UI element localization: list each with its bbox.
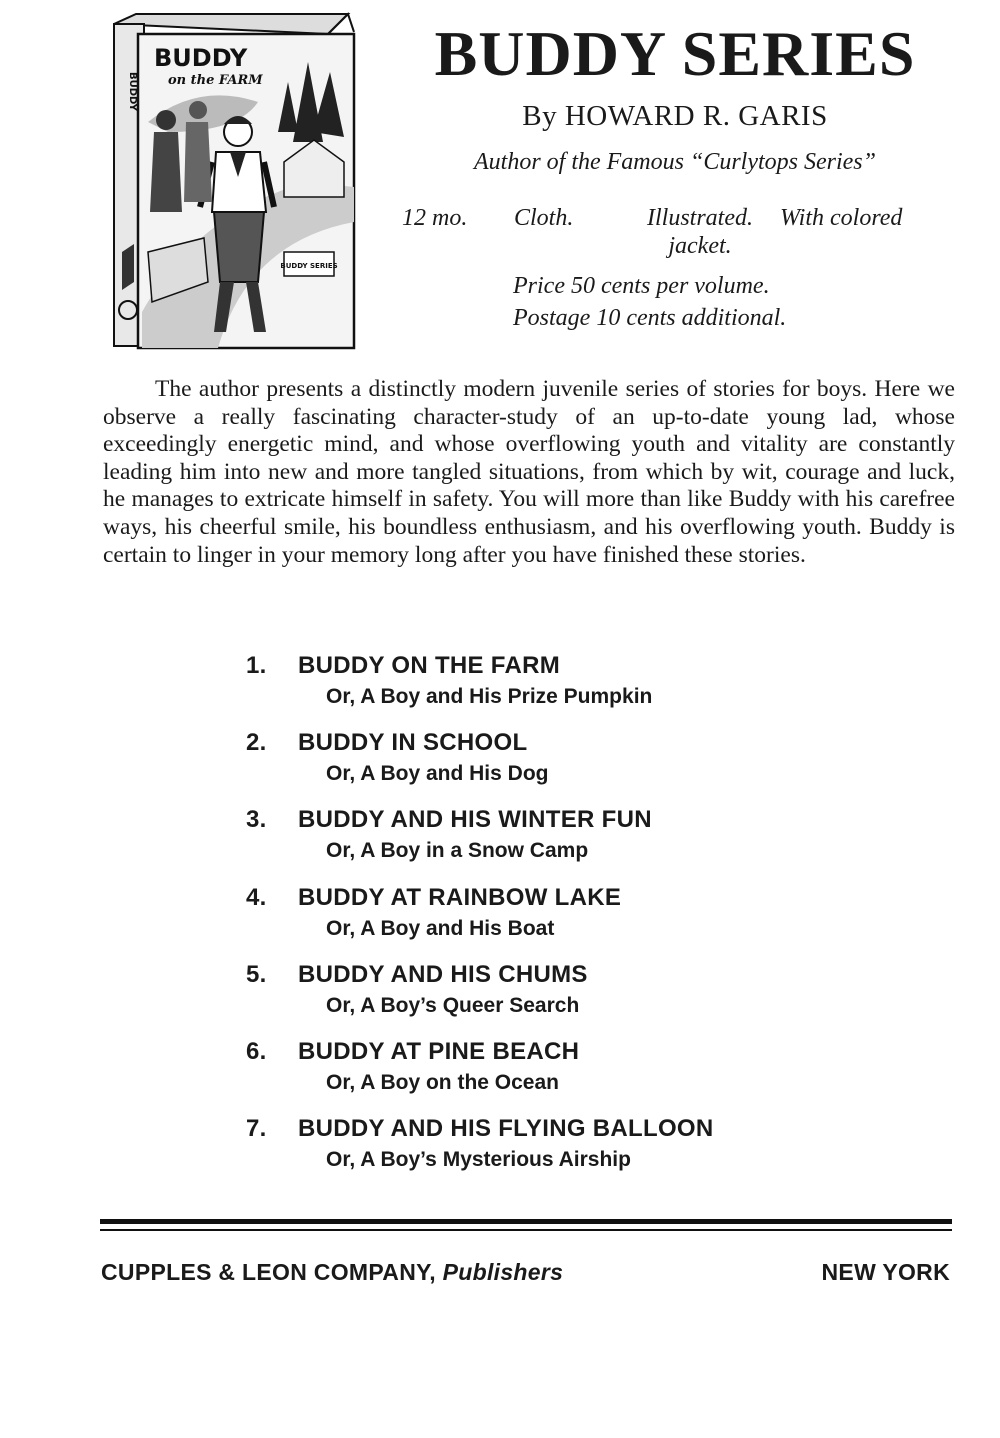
book-number: 7.	[246, 1115, 267, 1143]
book-subtitle: Or, A Boy’s Mysterious Airship	[326, 1148, 631, 1172]
book-number: 6.	[246, 1037, 267, 1065]
book-subtitle: Or, A Boy and His Prize Pumpkin	[326, 685, 653, 708]
spec-illustrated	[620, 204, 780, 260]
publisher-city: NEW YORK	[821, 1259, 950, 1285]
list-item	[246, 650, 846, 727]
book-title: BUDDY AND HIS WINTER FUN	[298, 806, 652, 834]
book-subtitle: Or, A Boy and His Dog	[326, 762, 549, 786]
spec-format: 12 mo.	[402, 205, 468, 231]
author-note: Author of the Famous “Curlytops Series”	[473, 149, 876, 175]
book-number: 2.	[246, 729, 267, 757]
list-item	[246, 727, 846, 804]
price-line: Price 50 cents per volume.	[513, 273, 770, 299]
author-line: By HOWARD R. GARIS	[522, 100, 828, 132]
book-title: BUDDY AT PINE BEACH	[298, 1037, 580, 1065]
book-number: 1.	[246, 652, 267, 679]
spec-binding: Cloth.	[514, 205, 574, 231]
cover-subtitle: on the FARM	[168, 73, 263, 88]
footer-rule-thin	[100, 1229, 952, 1231]
book-subtitle: Or, A Boy in a Snow Camp	[326, 839, 589, 863]
spec-illustrated-label: Illustrated.	[647, 205, 753, 231]
list-item	[246, 1113, 846, 1190]
book-number: 4.	[246, 883, 267, 911]
cover-title: BUDDY	[154, 44, 248, 72]
book-title: BUDDY ON THE FARM	[298, 652, 560, 679]
list-item	[246, 804, 846, 881]
book-number: 3.	[246, 806, 267, 834]
book-cover-illustration	[108, 12, 358, 352]
publisher-name: CUPPLES & LEON COMPANY,	[101, 1259, 436, 1285]
list-item	[246, 1036, 846, 1113]
book-title: BUDDY AND HIS CHUMS	[298, 960, 588, 988]
book-subtitle: Or, A Boy on the Ocean	[326, 1070, 559, 1094]
footer-rule-thick	[100, 1219, 952, 1224]
cover-spine-title: BUDDY	[127, 72, 138, 111]
spec-jacket-line2: jacket.	[668, 233, 732, 259]
pricing-block	[513, 270, 786, 334]
publisher-imprint	[101, 1255, 563, 1289]
cover-series-badge: BUDDY SERIES	[280, 262, 338, 270]
page-title: BUDDY SERIES	[434, 18, 916, 89]
spec-jacket-line1: With colored	[780, 205, 903, 231]
book-title: BUDDY AT RAINBOW LAKE	[298, 883, 622, 911]
postage-line: Postage 10 cents additional.	[513, 305, 787, 331]
list-item	[246, 959, 846, 1036]
book-subtitle: Or, A Boy and His Boat	[326, 916, 555, 940]
book-subtitle: Or, A Boy’s Queer Search	[326, 993, 580, 1017]
publisher-role: Publishers	[442, 1259, 564, 1285]
series-description: The author presents a distinctly modern juvenile series of stories for boys. Here we observe a really fascinating character-study of an up-to-date young lad, whose exceedingly energetic mind, and whose overflowing youth and vitality are constantly leading him into new and more tangled situations, from which by wit, courage and luck, he manages to extricate himself in safety. You will more than like Buddy with his carefree ways, his cheerful smile, his boundless enthusiasm, and his overflowing youth. Buddy is certain to linger in your memory long after you have finished these stories.	[103, 376, 955, 568]
book-number: 5.	[246, 960, 267, 988]
book-list	[246, 650, 846, 1190]
book-title: BUDDY IN SCHOOL	[298, 729, 528, 757]
book-title: BUDDY AND HIS FLYING BALLOON	[298, 1115, 714, 1143]
list-item	[246, 882, 846, 959]
